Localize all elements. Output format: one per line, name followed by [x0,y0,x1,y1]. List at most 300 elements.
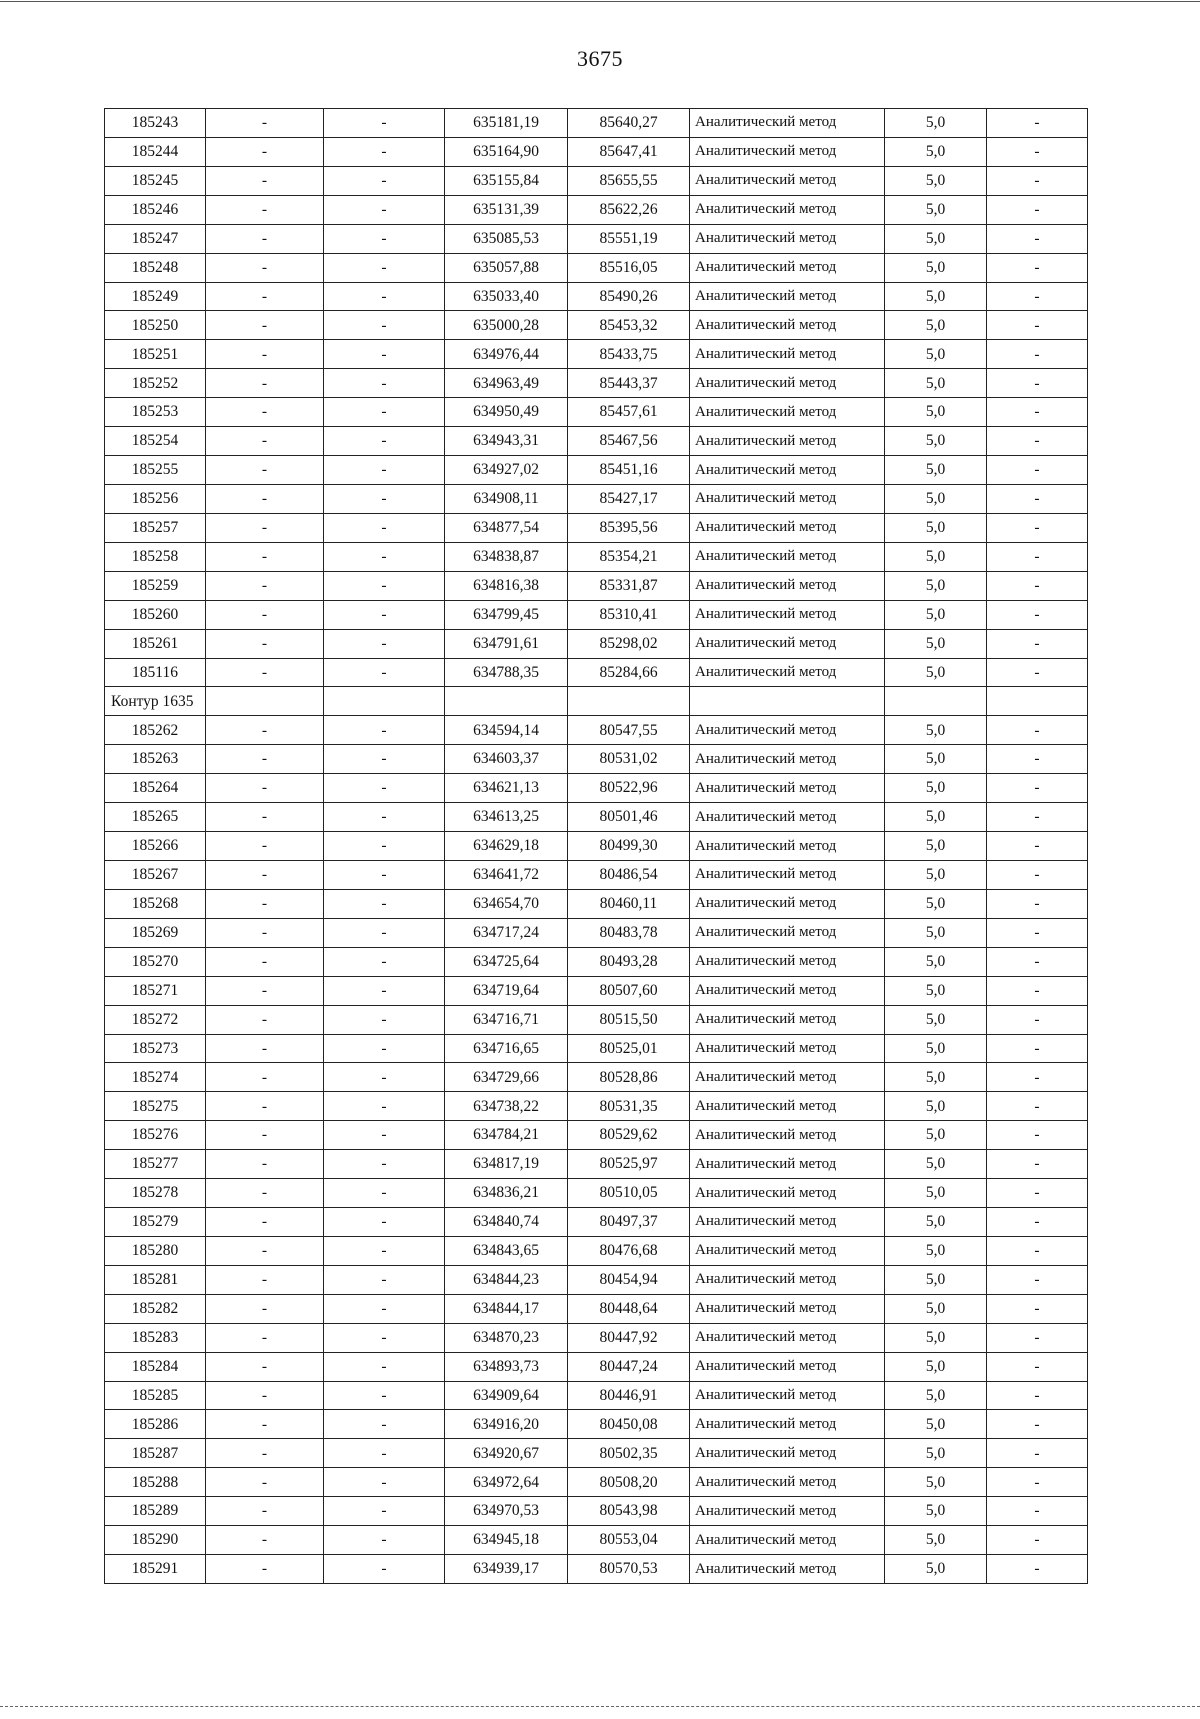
accuracy-cell: 5,0 [885,803,987,832]
table-row [105,369,1088,398]
table-row [105,1555,1088,1584]
method-cell: Аналитический метод [690,1497,885,1526]
empty-value-cell: - [987,137,1088,166]
y-coordinate-cell: 80454,94 [568,1265,690,1294]
empty-value-cell: - [324,1381,445,1410]
accuracy-cell: 5,0 [885,513,987,542]
table-row [105,311,1088,340]
method-cell: Аналитический метод [690,1526,885,1555]
empty-value-cell: - [987,1352,1088,1381]
empty-value-cell: - [987,658,1088,687]
empty-value-cell: - [324,456,445,485]
y-coordinate-cell: 80515,50 [568,1005,690,1034]
empty-value-cell: - [987,1410,1088,1439]
table-row [105,1439,1088,1468]
x-coordinate-cell: 634613,25 [445,803,568,832]
empty-value-cell: - [206,832,324,861]
empty-value-cell: - [324,1179,445,1208]
y-coordinate-cell: 85457,61 [568,398,690,427]
contour-label: Контур 1635 [105,687,206,716]
blank-cell [690,687,885,716]
y-coordinate-cell: 85647,41 [568,137,690,166]
empty-value-cell: - [324,571,445,600]
point-id-cell: 185255 [105,456,206,485]
y-coordinate-cell: 80447,24 [568,1352,690,1381]
empty-value-cell: - [206,716,324,745]
point-id-cell: 185278 [105,1179,206,1208]
empty-value-cell: - [324,1063,445,1092]
y-coordinate-cell: 85331,87 [568,571,690,600]
point-id-cell: 185268 [105,889,206,918]
accuracy-cell: 5,0 [885,253,987,282]
method-cell: Аналитический метод [690,889,885,918]
empty-value-cell: - [324,1497,445,1526]
empty-value-cell: - [324,629,445,658]
empty-value-cell: - [987,282,1088,311]
accuracy-cell: 5,0 [885,1555,987,1584]
point-id-cell: 185248 [105,253,206,282]
table-row [105,745,1088,774]
point-id-cell: 185253 [105,398,206,427]
x-coordinate-cell: 634594,14 [445,716,568,745]
point-id-cell: 185249 [105,282,206,311]
x-coordinate-cell: 634927,02 [445,456,568,485]
empty-value-cell: - [987,860,1088,889]
x-coordinate-cell: 634893,73 [445,1352,568,1381]
x-coordinate-cell: 634719,64 [445,976,568,1005]
empty-value-cell: - [324,340,445,369]
table-row [105,137,1088,166]
y-coordinate-cell: 85516,05 [568,253,690,282]
blank-cell [987,687,1088,716]
empty-value-cell: - [987,1439,1088,1468]
empty-value-cell: - [324,109,445,138]
empty-value-cell: - [206,1121,324,1150]
accuracy-cell: 5,0 [885,1352,987,1381]
point-id-cell: 185116 [105,658,206,687]
empty-value-cell: - [987,889,1088,918]
accuracy-cell: 5,0 [885,369,987,398]
y-coordinate-cell: 80508,20 [568,1468,690,1497]
table-row [105,340,1088,369]
point-id-cell: 185272 [105,1005,206,1034]
x-coordinate-cell: 634629,18 [445,832,568,861]
method-cell: Аналитический метод [690,484,885,513]
empty-value-cell: - [324,1005,445,1034]
empty-value-cell: - [206,484,324,513]
empty-value-cell: - [324,224,445,253]
table-row [105,166,1088,195]
accuracy-cell: 5,0 [885,340,987,369]
accuracy-cell: 5,0 [885,889,987,918]
method-cell: Аналитический метод [690,542,885,571]
x-coordinate-cell: 634976,44 [445,340,568,369]
empty-value-cell: - [324,137,445,166]
empty-value-cell: - [987,253,1088,282]
empty-value-cell: - [987,1179,1088,1208]
y-coordinate-cell: 85640,27 [568,109,690,138]
table-row [105,1294,1088,1323]
empty-value-cell: - [987,600,1088,629]
empty-value-cell: - [987,716,1088,745]
x-coordinate-cell: 634909,64 [445,1381,568,1410]
bottom-edge-line [0,1706,1200,1707]
y-coordinate-cell: 80529,62 [568,1121,690,1150]
empty-value-cell: - [206,1236,324,1265]
empty-value-cell: - [987,774,1088,803]
empty-value-cell: - [987,109,1088,138]
y-coordinate-cell: 85551,19 [568,224,690,253]
x-coordinate-cell: 635131,39 [445,195,568,224]
point-id-cell: 185257 [105,513,206,542]
empty-value-cell: - [206,282,324,311]
accuracy-cell: 5,0 [885,1526,987,1555]
accuracy-cell: 5,0 [885,716,987,745]
empty-value-cell: - [206,1381,324,1410]
x-coordinate-cell: 635164,90 [445,137,568,166]
page-number: 3675 [577,46,623,71]
point-id-cell: 185283 [105,1323,206,1352]
x-coordinate-cell: 634844,23 [445,1265,568,1294]
point-id-cell: 185261 [105,629,206,658]
empty-value-cell: - [206,109,324,138]
x-coordinate-cell: 634963,49 [445,369,568,398]
empty-value-cell: - [206,542,324,571]
x-coordinate-cell: 634943,31 [445,427,568,456]
empty-value-cell: - [987,1236,1088,1265]
method-cell: Аналитический метод [690,716,885,745]
x-coordinate-cell: 634716,71 [445,1005,568,1034]
point-id-cell: 185286 [105,1410,206,1439]
empty-value-cell: - [324,745,445,774]
x-coordinate-cell: 635181,19 [445,109,568,138]
empty-value-cell: - [206,1555,324,1584]
accuracy-cell: 5,0 [885,456,987,485]
table-row [105,1352,1088,1381]
y-coordinate-cell: 85622,26 [568,195,690,224]
method-cell: Аналитический метод [690,629,885,658]
method-cell: Аналитический метод [690,1323,885,1352]
blank-cell [445,687,568,716]
empty-value-cell: - [324,1526,445,1555]
empty-value-cell: - [206,1410,324,1439]
accuracy-cell: 5,0 [885,542,987,571]
x-coordinate-cell: 635000,28 [445,311,568,340]
empty-value-cell: - [324,1236,445,1265]
accuracy-cell: 5,0 [885,658,987,687]
empty-value-cell: - [324,803,445,832]
accuracy-cell: 5,0 [885,1468,987,1497]
y-coordinate-cell: 80507,60 [568,976,690,1005]
empty-value-cell: - [987,918,1088,947]
empty-value-cell: - [987,224,1088,253]
point-id-cell: 185252 [105,369,206,398]
y-coordinate-cell: 85427,17 [568,484,690,513]
empty-value-cell: - [987,484,1088,513]
method-cell: Аналитический метод [690,1179,885,1208]
accuracy-cell: 5,0 [885,745,987,774]
x-coordinate-cell: 634870,23 [445,1323,568,1352]
empty-value-cell: - [206,889,324,918]
accuracy-cell: 5,0 [885,1294,987,1323]
method-cell: Аналитический метод [690,1034,885,1063]
empty-value-cell: - [324,1555,445,1584]
y-coordinate-cell: 80525,01 [568,1034,690,1063]
x-coordinate-cell: 634738,22 [445,1092,568,1121]
table-row [105,513,1088,542]
empty-value-cell: - [987,456,1088,485]
y-coordinate-cell: 85467,56 [568,427,690,456]
empty-value-cell: - [987,571,1088,600]
x-coordinate-cell: 634621,13 [445,774,568,803]
y-coordinate-cell: 85490,26 [568,282,690,311]
empty-value-cell: - [987,1034,1088,1063]
method-cell: Аналитический метод [690,1150,885,1179]
empty-value-cell: - [987,1265,1088,1294]
empty-value-cell: - [206,398,324,427]
y-coordinate-cell: 80510,05 [568,1179,690,1208]
y-coordinate-cell: 80502,35 [568,1439,690,1468]
method-cell: Аналитический метод [690,195,885,224]
method-cell: Аналитический метод [690,282,885,311]
empty-value-cell: - [206,456,324,485]
empty-value-cell: - [987,1381,1088,1410]
point-id-cell: 185287 [105,1439,206,1468]
y-coordinate-cell: 80547,55 [568,716,690,745]
empty-value-cell: - [324,1121,445,1150]
x-coordinate-cell: 634939,17 [445,1555,568,1584]
method-cell: Аналитический метод [690,1468,885,1497]
accuracy-cell: 5,0 [885,1410,987,1439]
empty-value-cell: - [987,832,1088,861]
empty-value-cell: - [987,1121,1088,1150]
y-coordinate-cell: 85284,66 [568,658,690,687]
empty-value-cell: - [324,1294,445,1323]
x-coordinate-cell: 634816,38 [445,571,568,600]
empty-value-cell: - [324,513,445,542]
empty-value-cell: - [987,340,1088,369]
empty-value-cell: - [324,1323,445,1352]
point-id-cell: 185291 [105,1555,206,1584]
point-id-cell: 185266 [105,832,206,861]
point-id-cell: 185274 [105,1063,206,1092]
method-cell: Аналитический метод [690,398,885,427]
x-coordinate-cell: 634799,45 [445,600,568,629]
x-coordinate-cell: 634729,66 [445,1063,568,1092]
table-row [105,109,1088,138]
accuracy-cell: 5,0 [885,1208,987,1237]
method-cell: Аналитический метод [690,803,885,832]
empty-value-cell: - [206,311,324,340]
accuracy-cell: 5,0 [885,976,987,1005]
empty-value-cell: - [987,369,1088,398]
y-coordinate-cell: 80531,35 [568,1092,690,1121]
accuracy-cell: 5,0 [885,1150,987,1179]
x-coordinate-cell: 635155,84 [445,166,568,195]
empty-value-cell: - [324,253,445,282]
y-coordinate-cell: 85298,02 [568,629,690,658]
empty-value-cell: - [987,195,1088,224]
x-coordinate-cell: 634838,87 [445,542,568,571]
empty-value-cell: - [206,224,324,253]
point-id-cell: 185262 [105,716,206,745]
table-row [105,1410,1088,1439]
accuracy-cell: 5,0 [885,311,987,340]
empty-value-cell: - [324,369,445,398]
empty-value-cell: - [987,1208,1088,1237]
empty-value-cell: - [206,1439,324,1468]
x-coordinate-cell: 634641,72 [445,860,568,889]
accuracy-cell: 5,0 [885,166,987,195]
empty-value-cell: - [206,340,324,369]
empty-value-cell: - [987,513,1088,542]
x-coordinate-cell: 634950,49 [445,398,568,427]
empty-value-cell: - [987,745,1088,774]
empty-value-cell: - [324,427,445,456]
empty-value-cell: - [987,311,1088,340]
empty-value-cell: - [206,1526,324,1555]
empty-value-cell: - [324,1092,445,1121]
empty-value-cell: - [987,1468,1088,1497]
accuracy-cell: 5,0 [885,600,987,629]
table-row [105,1236,1088,1265]
y-coordinate-cell: 85354,21 [568,542,690,571]
table-row [105,542,1088,571]
empty-value-cell: - [324,600,445,629]
method-cell: Аналитический метод [690,253,885,282]
method-cell: Аналитический метод [690,1092,885,1121]
empty-value-cell: - [206,166,324,195]
empty-value-cell: - [987,1526,1088,1555]
empty-value-cell: - [324,774,445,803]
empty-value-cell: - [324,1468,445,1497]
method-cell: Аналитический метод [690,1236,885,1265]
table-row [105,1092,1088,1121]
empty-value-cell: - [206,918,324,947]
empty-value-cell: - [987,803,1088,832]
accuracy-cell: 5,0 [885,860,987,889]
y-coordinate-cell: 85310,41 [568,600,690,629]
empty-value-cell: - [987,947,1088,976]
point-id-cell: 185289 [105,1497,206,1526]
x-coordinate-cell: 634877,54 [445,513,568,542]
table-row [105,427,1088,456]
method-cell: Аналитический метод [690,1352,885,1381]
empty-value-cell: - [987,976,1088,1005]
table-row [105,253,1088,282]
table-row [105,976,1088,1005]
accuracy-cell: 5,0 [885,1497,987,1526]
accuracy-cell: 5,0 [885,1005,987,1034]
point-id-cell: 185285 [105,1381,206,1410]
method-cell: Аналитический метод [690,166,885,195]
y-coordinate-cell: 80486,54 [568,860,690,889]
empty-value-cell: - [324,832,445,861]
empty-value-cell: - [987,427,1088,456]
empty-value-cell: - [206,976,324,1005]
method-cell: Аналитический метод [690,832,885,861]
point-id-cell: 185260 [105,600,206,629]
empty-value-cell: - [987,1294,1088,1323]
accuracy-cell: 5,0 [885,398,987,427]
point-id-cell: 185263 [105,745,206,774]
point-id-cell: 185281 [105,1265,206,1294]
y-coordinate-cell: 80493,28 [568,947,690,976]
blank-cell [324,687,445,716]
method-cell: Аналитический метод [690,109,885,138]
empty-value-cell: - [206,1468,324,1497]
point-id-cell: 185245 [105,166,206,195]
empty-value-cell: - [206,513,324,542]
empty-value-cell: - [206,571,324,600]
point-id-cell: 185270 [105,947,206,976]
method-cell: Аналитический метод [690,1208,885,1237]
y-coordinate-cell: 80570,53 [568,1555,690,1584]
point-id-cell: 185244 [105,137,206,166]
accuracy-cell: 5,0 [885,1092,987,1121]
empty-value-cell: - [206,1323,324,1352]
empty-value-cell: - [206,658,324,687]
empty-value-cell: - [324,166,445,195]
point-id-cell: 185243 [105,109,206,138]
x-coordinate-cell: 634791,61 [445,629,568,658]
empty-value-cell: - [324,542,445,571]
method-cell: Аналитический метод [690,1294,885,1323]
y-coordinate-cell: 85433,75 [568,340,690,369]
empty-value-cell: - [324,398,445,427]
accuracy-cell: 5,0 [885,1323,987,1352]
accuracy-cell: 5,0 [885,1063,987,1092]
method-cell: Аналитический метод [690,1439,885,1468]
point-id-cell: 185276 [105,1121,206,1150]
accuracy-cell: 5,0 [885,629,987,658]
table-row [105,716,1088,745]
x-coordinate-cell: 634817,19 [445,1150,568,1179]
empty-value-cell: - [324,889,445,918]
point-id-cell: 185247 [105,224,206,253]
empty-value-cell: - [206,600,324,629]
y-coordinate-cell: 85451,16 [568,456,690,485]
empty-value-cell: - [324,1265,445,1294]
empty-value-cell: - [987,1092,1088,1121]
empty-value-cell: - [206,195,324,224]
accuracy-cell: 5,0 [885,484,987,513]
accuracy-cell: 5,0 [885,1439,987,1468]
table-row [105,1034,1088,1063]
table-row [105,224,1088,253]
empty-value-cell: - [324,282,445,311]
x-coordinate-cell: 634784,21 [445,1121,568,1150]
x-coordinate-cell: 634844,17 [445,1294,568,1323]
blank-cell [206,687,324,716]
y-coordinate-cell: 80525,97 [568,1150,690,1179]
x-coordinate-cell: 634716,65 [445,1034,568,1063]
x-coordinate-cell: 634717,24 [445,918,568,947]
y-coordinate-cell: 80522,96 [568,774,690,803]
table-row [105,1526,1088,1555]
table-row [105,1063,1088,1092]
method-cell: Аналитический метод [690,1555,885,1584]
empty-value-cell: - [206,253,324,282]
table-row [105,398,1088,427]
accuracy-cell: 5,0 [885,1034,987,1063]
method-cell: Аналитический метод [690,1121,885,1150]
accuracy-cell: 5,0 [885,947,987,976]
x-coordinate-cell: 634945,18 [445,1526,568,1555]
y-coordinate-cell: 80531,02 [568,745,690,774]
point-id-cell: 185267 [105,860,206,889]
table-row [105,195,1088,224]
